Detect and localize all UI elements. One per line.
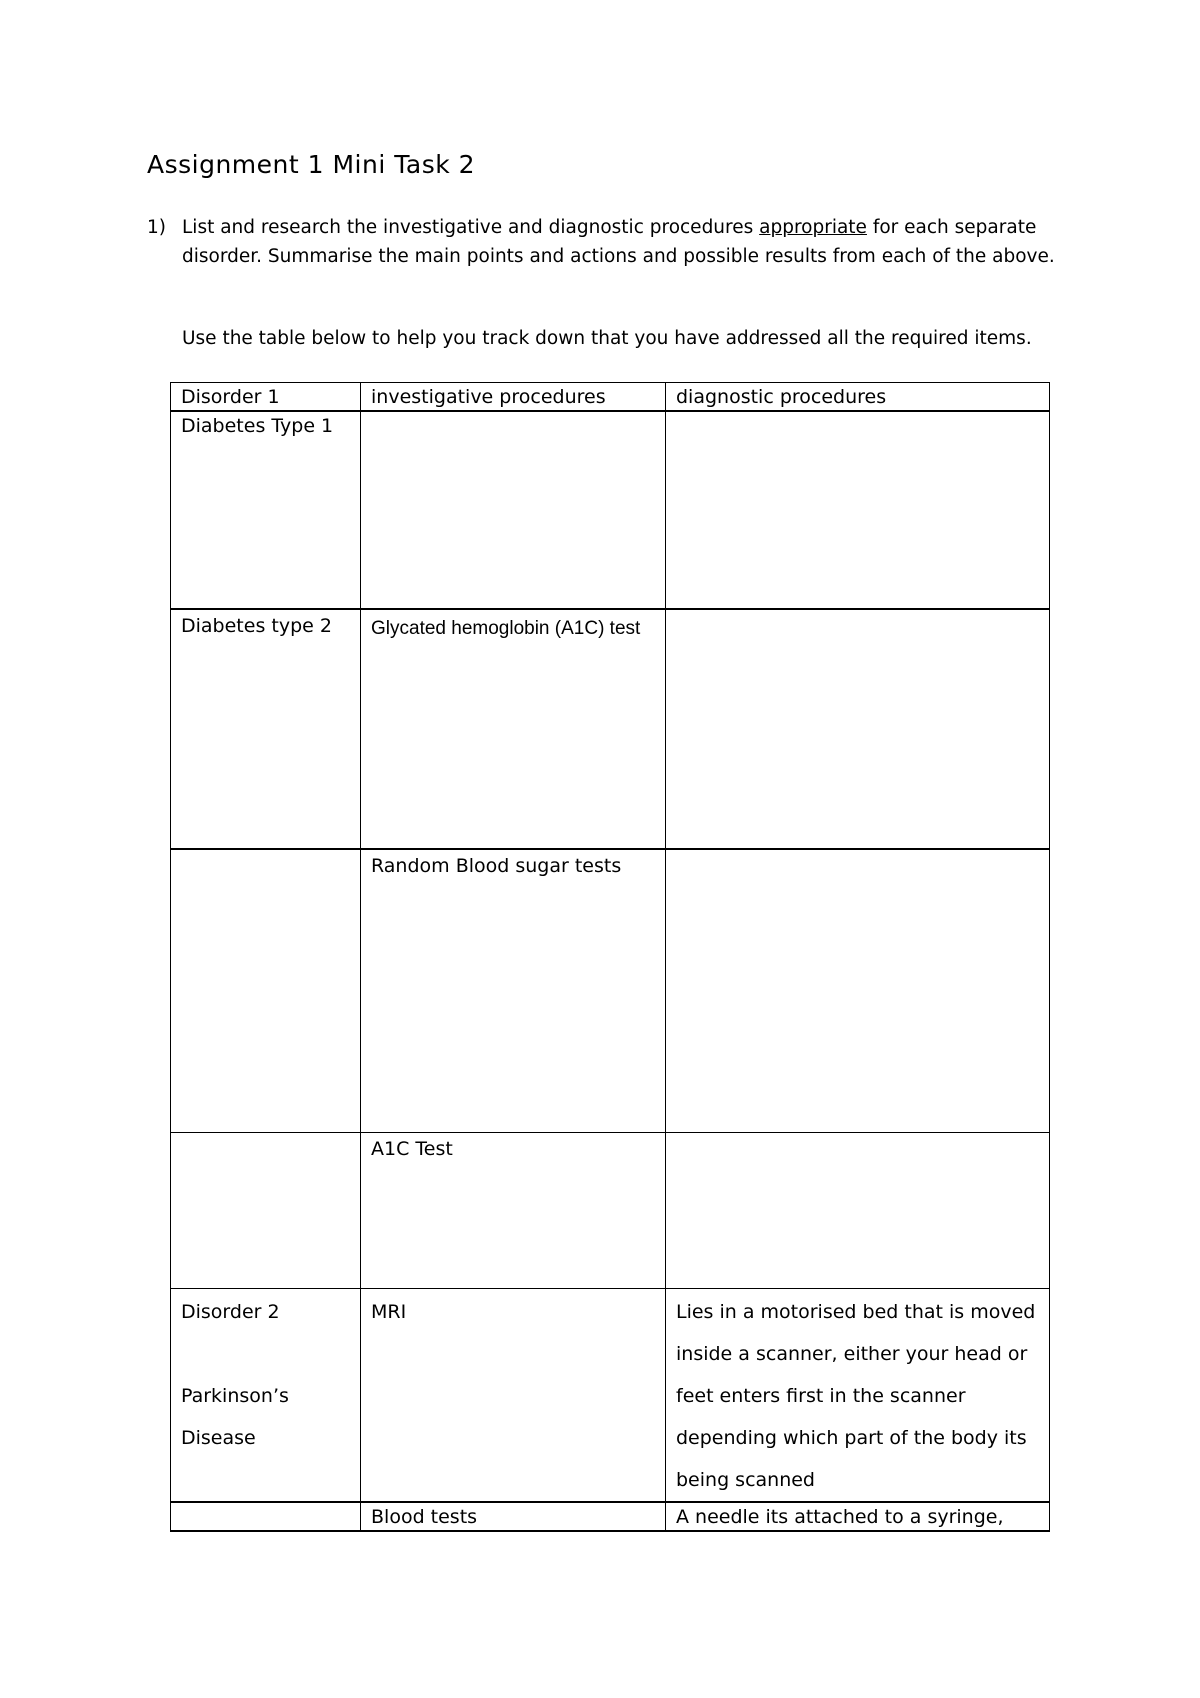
row6-diagnostic: A needle its attached to a syringe, [666, 1502, 1050, 1531]
question-text-end: for each separate disorder. Summarise the main points and actions and possible results from each of the above. [182, 217, 1055, 267]
header-diagnostic: diagnostic procedures [666, 383, 1050, 411]
header-investigative: investigative procedures [361, 383, 666, 411]
row4-diagnostic [666, 1133, 1050, 1289]
table-row [171, 1289, 1050, 1503]
row6-disorder [171, 1502, 361, 1531]
table-row [171, 1133, 1050, 1289]
row2-disorder: Diabetes type 2 [171, 609, 361, 849]
row5-disorder-line2: Parkinson’s [181, 1385, 289, 1407]
row5-disorder [171, 1289, 361, 1503]
question-underlined-word: appropriate [759, 217, 867, 238]
row2-diagnostic [666, 609, 1050, 849]
row5-disorder-line3: Disease [181, 1427, 256, 1449]
row6-investigative: Blood tests [361, 1502, 666, 1531]
table-row [171, 849, 1050, 1133]
row1-disorder: Diabetes Type 1 [171, 411, 361, 609]
instruction-line: Use the table below to help you track down that you have addressed all the required items. [182, 328, 1032, 349]
row5-disorder-spacer [181, 1333, 350, 1375]
row3-diagnostic [666, 849, 1050, 1133]
document-title: Assignment 1 Mini Task 2 [147, 150, 476, 179]
row1-diagnostic [666, 411, 1050, 609]
row1-investigative [361, 411, 666, 609]
row5-investigative: MRI [361, 1289, 666, 1503]
table-row [171, 411, 1050, 609]
table-row [171, 609, 1050, 849]
row5-diagnostic: Lies in a motorised bed that is moved inside a scanner, either your head or feet enters first in the scanner depending which part of the body its being scanned [666, 1289, 1050, 1503]
row4-investigative: A1C Test [361, 1133, 666, 1289]
row3-investigative: Random Blood sugar tests [361, 849, 666, 1133]
header-disorder: Disorder 1 [171, 383, 361, 411]
table-row [171, 1502, 1050, 1531]
question-text [182, 213, 1082, 271]
procedures-table [170, 382, 1050, 1532]
row3-disorder [171, 849, 361, 1133]
row4-disorder [171, 1133, 361, 1289]
row2-investigative: Glycated hemoglobin (A1C) test [361, 609, 666, 849]
question-text-start: List and research the investigative and diagnostic procedures [182, 217, 760, 238]
question-number: 1) [147, 217, 166, 238]
row5-disorder-line1: Disorder 2 [181, 1301, 280, 1323]
table-header-row [171, 383, 1050, 411]
